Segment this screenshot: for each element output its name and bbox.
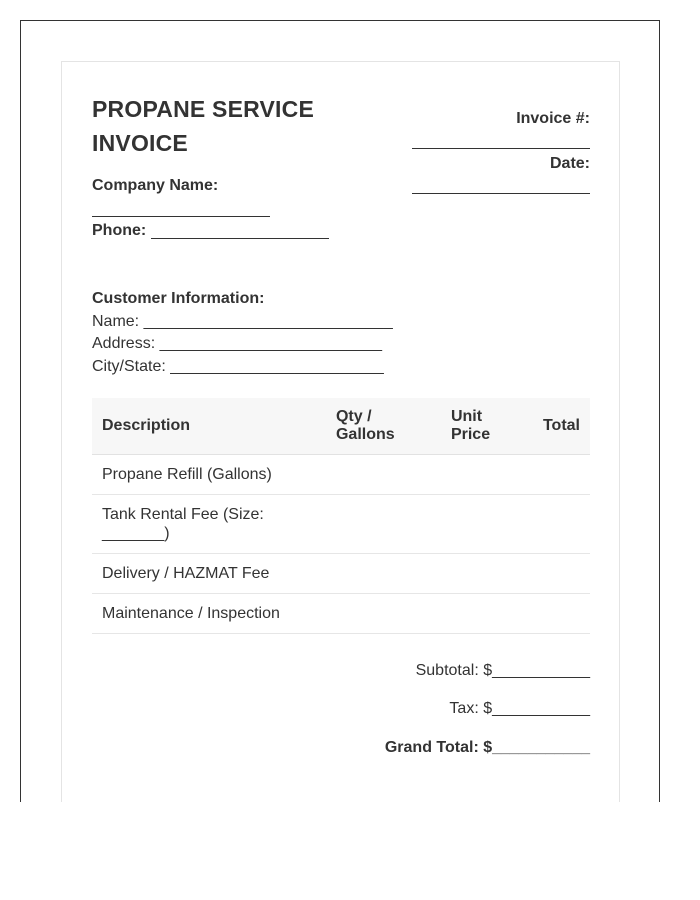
- table-row: [92, 455, 590, 495]
- customer-city-state-line: City/State: ________________________: [92, 358, 384, 375]
- date-label: Date:: [549, 155, 590, 172]
- customer-info-heading: Customer Information:: [92, 290, 265, 307]
- row-unit-price: [441, 495, 533, 554]
- table-row: [92, 554, 590, 594]
- row-total: [533, 455, 590, 495]
- row-unit-price: [441, 455, 533, 495]
- customer-name-line: Name: ____________________________: [92, 313, 393, 330]
- row-qty: [326, 495, 441, 554]
- header-description: Description: [92, 398, 326, 455]
- table-row: [92, 495, 590, 554]
- row-total: [533, 495, 590, 554]
- phone-label: Phone:: [92, 222, 147, 239]
- invoice-title: PROPANE SERVICE INVOICE: [92, 96, 314, 156]
- table-header-row: [92, 398, 590, 455]
- company-name-blank: [92, 216, 270, 217]
- row-description: Tank Rental Fee (Size: _______): [92, 495, 326, 554]
- subtotal-line: Subtotal: $___________: [415, 662, 590, 679]
- invoice-number-blank: [412, 148, 590, 149]
- phone-blank: [151, 238, 329, 239]
- row-qty: [326, 455, 441, 495]
- customer-address-line: Address: _________________________: [92, 335, 383, 352]
- header-total: Total: [533, 398, 590, 455]
- row-qty: [326, 594, 441, 634]
- line-items-table: [92, 398, 590, 634]
- row-total: [533, 554, 590, 594]
- date-blank: [412, 193, 590, 194]
- header-qty: Qty / Gallons: [326, 398, 441, 455]
- company-name-label: Company Name:: [92, 177, 219, 194]
- row-description: Propane Refill (Gallons): [92, 455, 326, 495]
- row-description: Delivery / HAZMAT Fee: [92, 554, 326, 594]
- phone-row: [92, 222, 146, 240]
- row-description: Maintenance / Inspection: [92, 594, 326, 634]
- row-qty: [326, 554, 441, 594]
- invoice-number-label: Invoice #:: [516, 110, 590, 127]
- grand-total-line: Grand Total: $___________: [384, 739, 590, 756]
- tax-line: Tax: $___________: [449, 700, 590, 717]
- header-unit-price: Unit Price: [441, 398, 533, 455]
- row-total: [533, 594, 590, 634]
- table-row: [92, 594, 590, 634]
- row-unit-price: [441, 594, 533, 634]
- row-unit-price: [441, 554, 533, 594]
